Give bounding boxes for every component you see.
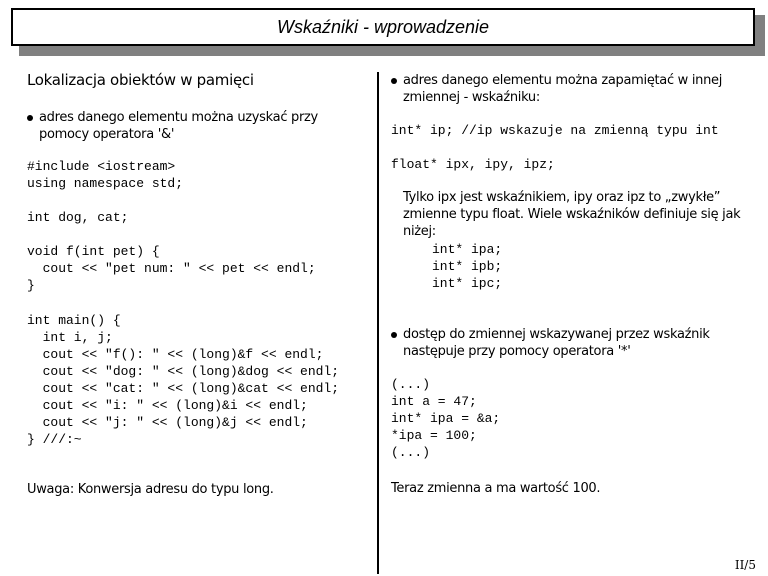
left-note: Uwaga: Konwersja adresu do typu long.: [27, 482, 274, 497]
code-block-dereference: [391, 376, 500, 461]
bullet-line: następuje przy pomocy operatora '*': [403, 344, 631, 359]
bullet-line: dostęp do zmiennej wskazywanej przez wskaźnik: [403, 327, 710, 342]
column-divider: [377, 72, 379, 574]
code-line: (...): [391, 377, 431, 392]
code-line-float-pointers: float* ipx, ipy, ipz;: [391, 157, 555, 172]
right-note: Teraz zmienna a ma wartość 100.: [391, 481, 601, 496]
code-block-vars: [27, 209, 128, 226]
bullet-dot-icon: [391, 332, 397, 338]
paragraph-line: Tylko ipx jest wskaźnikiem, ipy oraz ipz to „zwykłe”: [403, 190, 721, 205]
bullet-line: adres danego elementu można zapamiętać w innej: [403, 73, 723, 88]
code-line: void f(int pet) {: [27, 244, 160, 259]
left-bullet-address: [27, 109, 318, 143]
code-line: cout << "cat: " << (long)&cat << endl;: [27, 381, 340, 396]
code-line: #include <iostream>: [27, 159, 176, 174]
right-bullet-dereference: [391, 326, 710, 360]
code-block-pointer-decls: [432, 241, 502, 292]
code-block-function: [27, 243, 316, 294]
right-paragraph: [403, 189, 740, 240]
code-line: using namespace std;: [27, 176, 184, 191]
code-line: int a = 47;: [391, 394, 477, 409]
code-line: *ipa = 100;: [391, 428, 477, 443]
code-line: } ///:~: [27, 432, 82, 447]
code-line: int dog, cat;: [27, 210, 129, 225]
code-block-main: [27, 312, 339, 448]
code-line: cout << "f(): " << (long)&f << endl;: [27, 347, 324, 362]
code-line: int* ipa;: [432, 242, 503, 257]
code-line: cout << "pet num: " << pet << endl;: [27, 261, 316, 276]
left-heading: Lokalizacja obiektów w pamięci: [27, 71, 254, 89]
paragraph-line: zmienne typu float. Wiele wskaźników definiuje się jak: [403, 207, 741, 222]
code-line: (...): [391, 445, 431, 460]
paragraph-line: niżej:: [403, 224, 436, 239]
code-line: int* ipc;: [432, 276, 503, 291]
right-bullet-store: [391, 72, 722, 106]
bullet-line: pomocy operatora '&': [39, 127, 175, 142]
code-line: int* ipb;: [432, 259, 503, 274]
bullet-dot-icon: [27, 115, 33, 121]
code-line: }: [27, 278, 35, 293]
code-line: cout << "i: " << (long)&i << endl;: [27, 398, 308, 413]
page-title: Wskaźniki - wprowadzenie: [276, 17, 490, 37]
code-line: cout << "dog: " << (long)&dog << endl;: [27, 364, 340, 379]
code-line: int main() {: [27, 313, 121, 328]
page-number: II/5: [734, 558, 756, 572]
bullet-line: zmiennej - wskaźniku:: [403, 90, 540, 105]
code-block-include: [27, 158, 183, 192]
bullet-dot-icon: [391, 78, 397, 84]
bullet-line: adres danego elementu można uzyskać przy: [39, 110, 318, 125]
title-box: [11, 8, 755, 46]
code-line: int* ipa = &a;: [391, 411, 501, 426]
code-line-int-pointer: int* ip; //ip wskazuje na zmienną typu int: [391, 123, 719, 138]
code-line: int i, j;: [27, 330, 113, 345]
code-line: cout << "j: " << (long)&j << endl;: [27, 415, 308, 430]
